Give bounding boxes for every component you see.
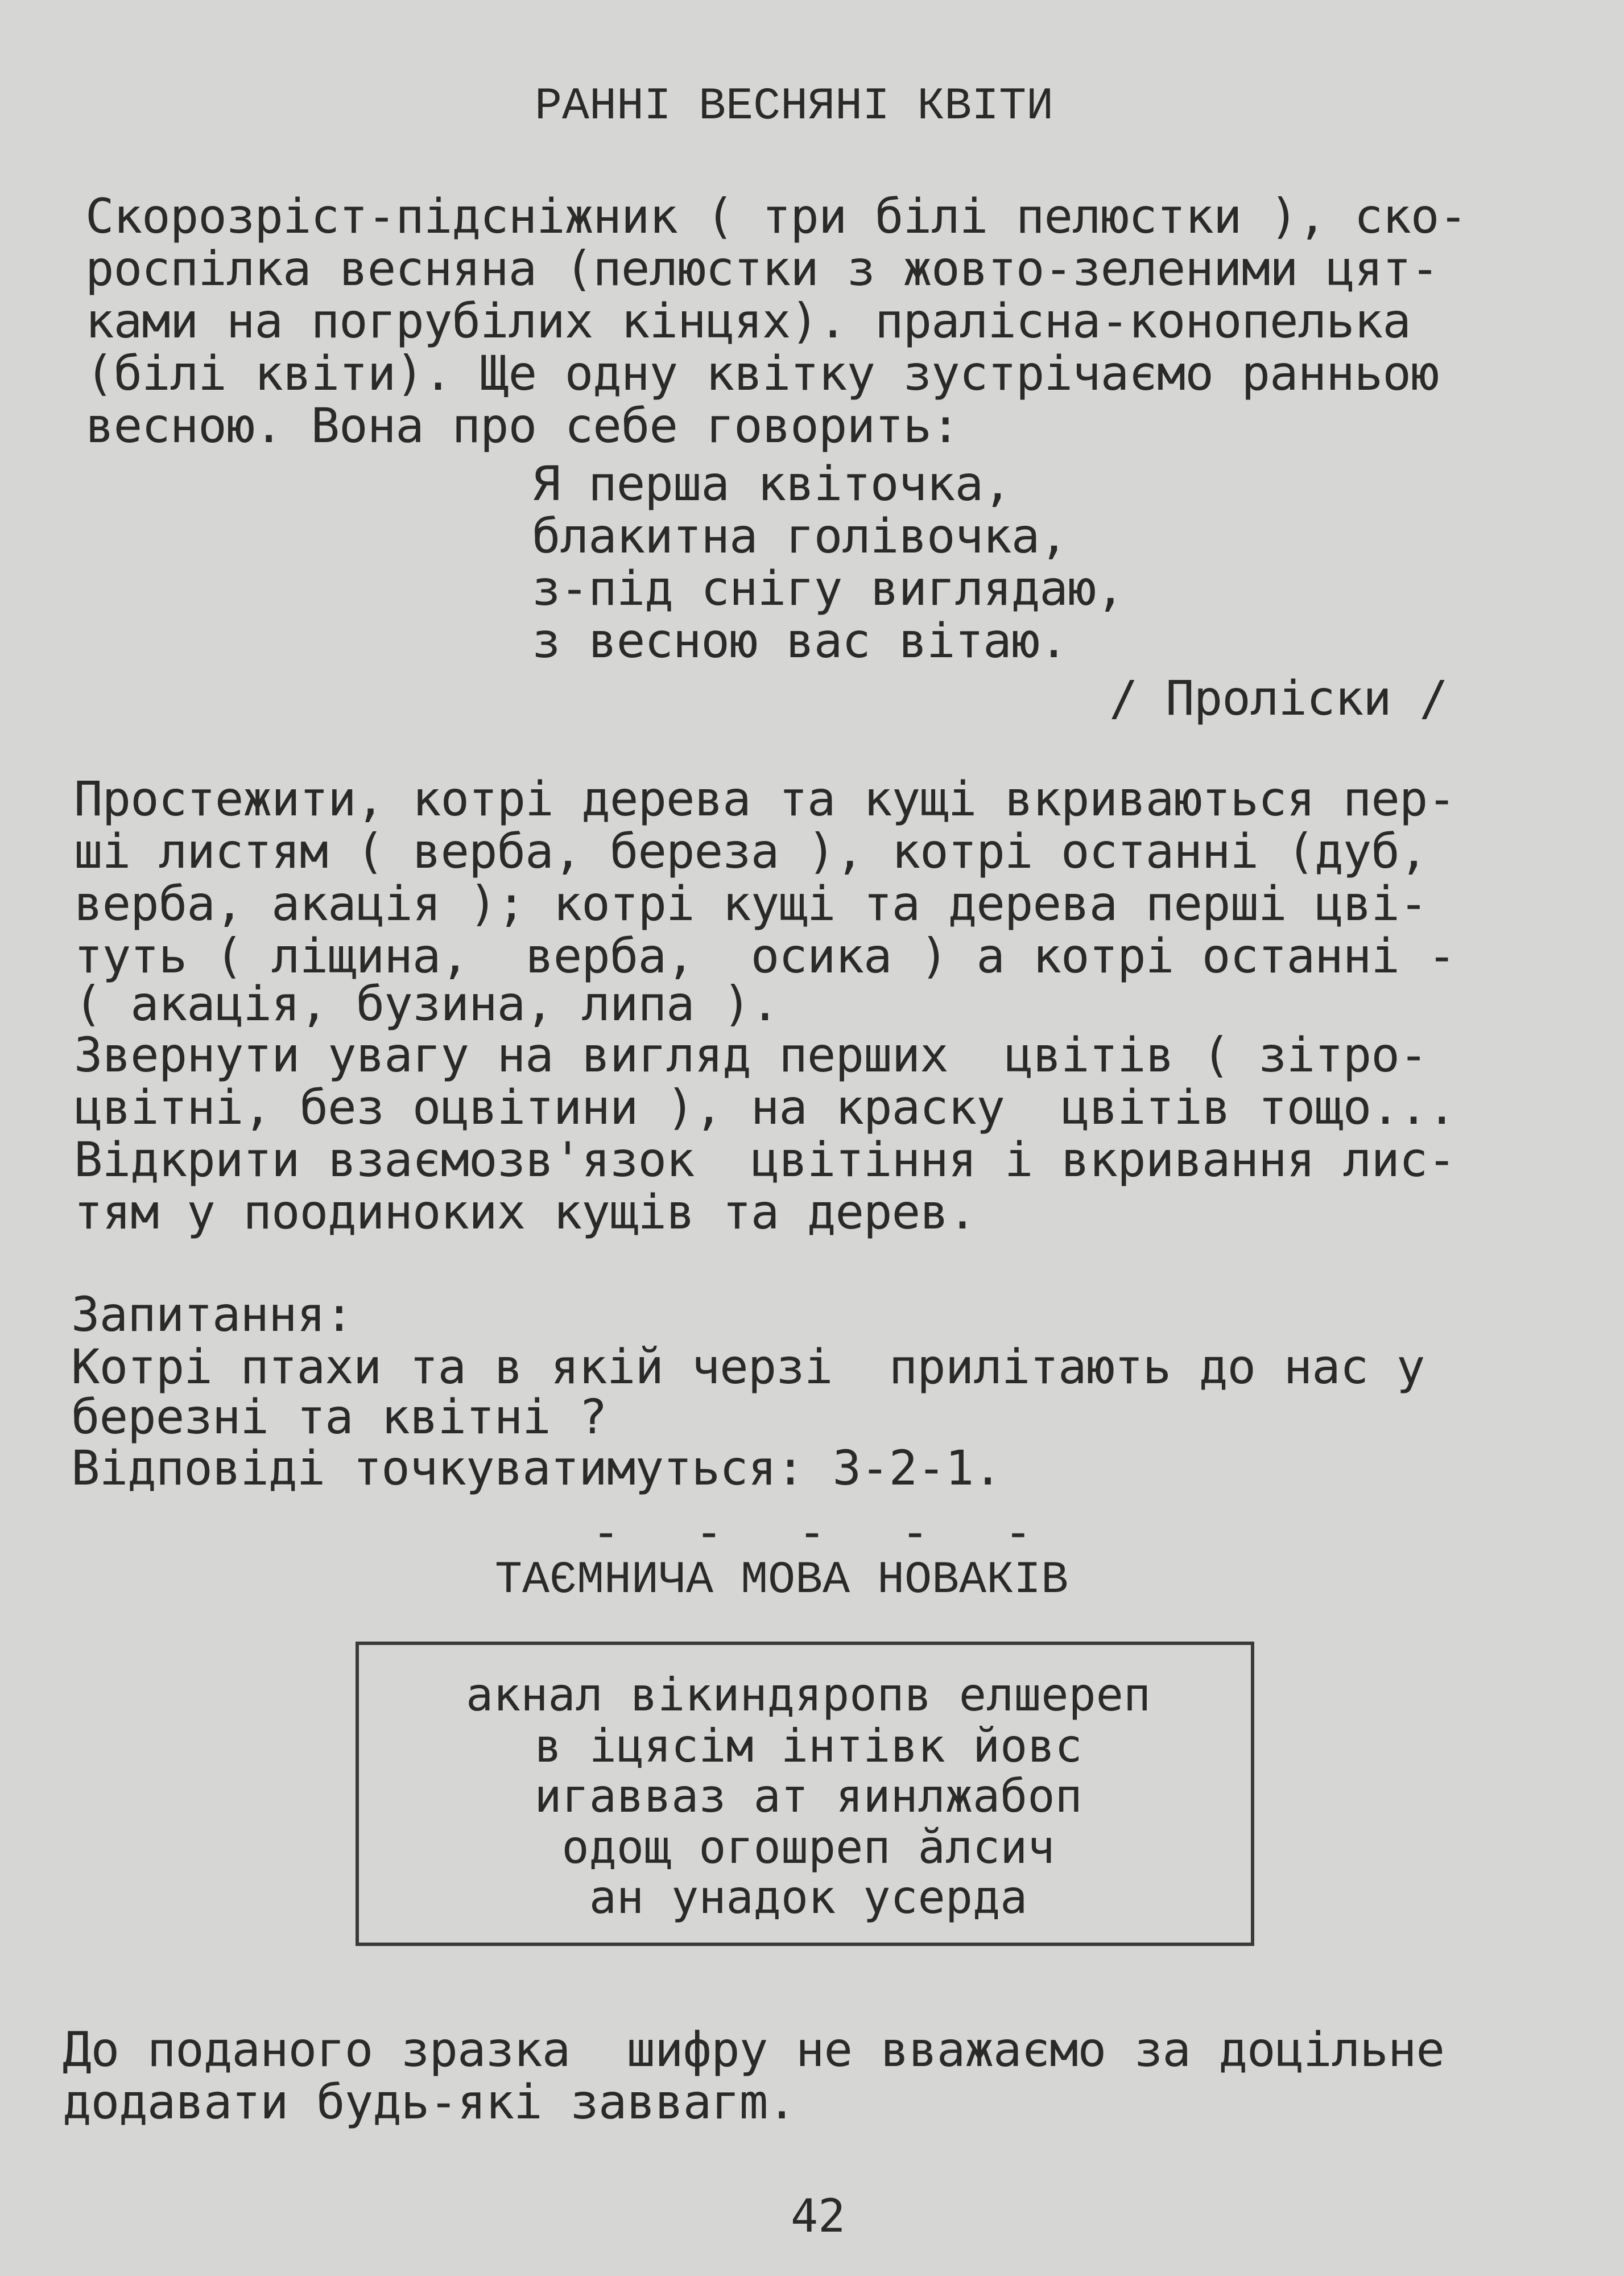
poem-line: Я перша квіточка, <box>532 456 1011 512</box>
paragraph-line: цвітні, без оцвітини ), на краску цвітів тощо... <box>74 1079 1456 1135</box>
cipher-line: игаввaз ат яинлжабоп <box>534 1770 1082 1823</box>
separator: - - - - - <box>592 1504 1056 1560</box>
paragraph-line: Скорозріст-підсніжник ( три білі пелюстки ), ско- <box>85 188 1468 244</box>
paragraph-line: Звернути увагу на вигляд перших цвітів ( зітро- <box>74 1027 1428 1083</box>
cipher-line: одощ огошреп ăлсич <box>561 1821 1055 1874</box>
poem-answer: / Проліски / <box>1109 670 1448 726</box>
paragraph-line: роспілка весняна (пелюстки з жовто-зеленими цят- <box>85 241 1439 296</box>
footer-line: До поданого зразка шифру не вважаємо за доцільне <box>63 2022 1445 2077</box>
questions-label: Запитання: <box>71 1287 353 1342</box>
poem-line: блакитна голівочка, <box>532 508 1068 564</box>
paragraph-line: тям у поодиноких кущів та дерев. <box>74 1184 977 1240</box>
section-title: РАННІ ВЕСНЯНІ КВІТИ <box>535 81 1054 133</box>
paragraph-line: ками на погрубілих кінцях). пралісна-конопелька <box>85 293 1411 349</box>
question-line: Відповіді точкуватимуться: 3-2-1. <box>71 1440 1002 1496</box>
cipher-line: ан унадок усерда <box>589 1871 1028 1924</box>
question-line: березні та квітні ? <box>71 1389 607 1445</box>
cipher-line: акнал вікиндяропв елшереп <box>465 1668 1151 1721</box>
paragraph-line: Відкрити взаємозв'язок цвітіння і вкривання лис- <box>74 1132 1456 1188</box>
paragraph-line: ( акація, бузина, липа ). <box>74 976 779 1032</box>
poem-line: з весною вас вітаю. <box>532 613 1068 669</box>
section-title: ТАЄМНИЧА МОВА НОВАКІВ <box>495 1555 1069 1606</box>
question-line: Котрі птахи та в якій черзі прилітають до нас у <box>71 1339 1425 1395</box>
poem-line: з-під снігу виглядаю, <box>532 560 1125 616</box>
paragraph-line: Простежити, котрі дерева та кущі вкриваються пер- <box>74 771 1456 827</box>
paragraph-line: верба, акація ); котрі кущі та дерева перші цві- <box>74 876 1428 931</box>
paragraph-line: весною. Вона про себе говорить: <box>85 398 960 453</box>
cipher-line: в іцясім інтівк йовс <box>534 1720 1082 1772</box>
paragraph-line: ші листям ( верба, береза ), котрі останні (дуб, <box>74 823 1428 879</box>
footer-line: додавати будь-які заввагm. <box>63 2074 796 2130</box>
cipher-box <box>356 1642 1254 1946</box>
paragraph-line: (білі квіти). Ще одну квітку зустрічаємо ранньою <box>85 345 1439 401</box>
page-number: 42 <box>791 2190 846 2242</box>
paragraph-line: туть ( ліщина, верба, осика ) а котрі останні - <box>74 928 1456 984</box>
